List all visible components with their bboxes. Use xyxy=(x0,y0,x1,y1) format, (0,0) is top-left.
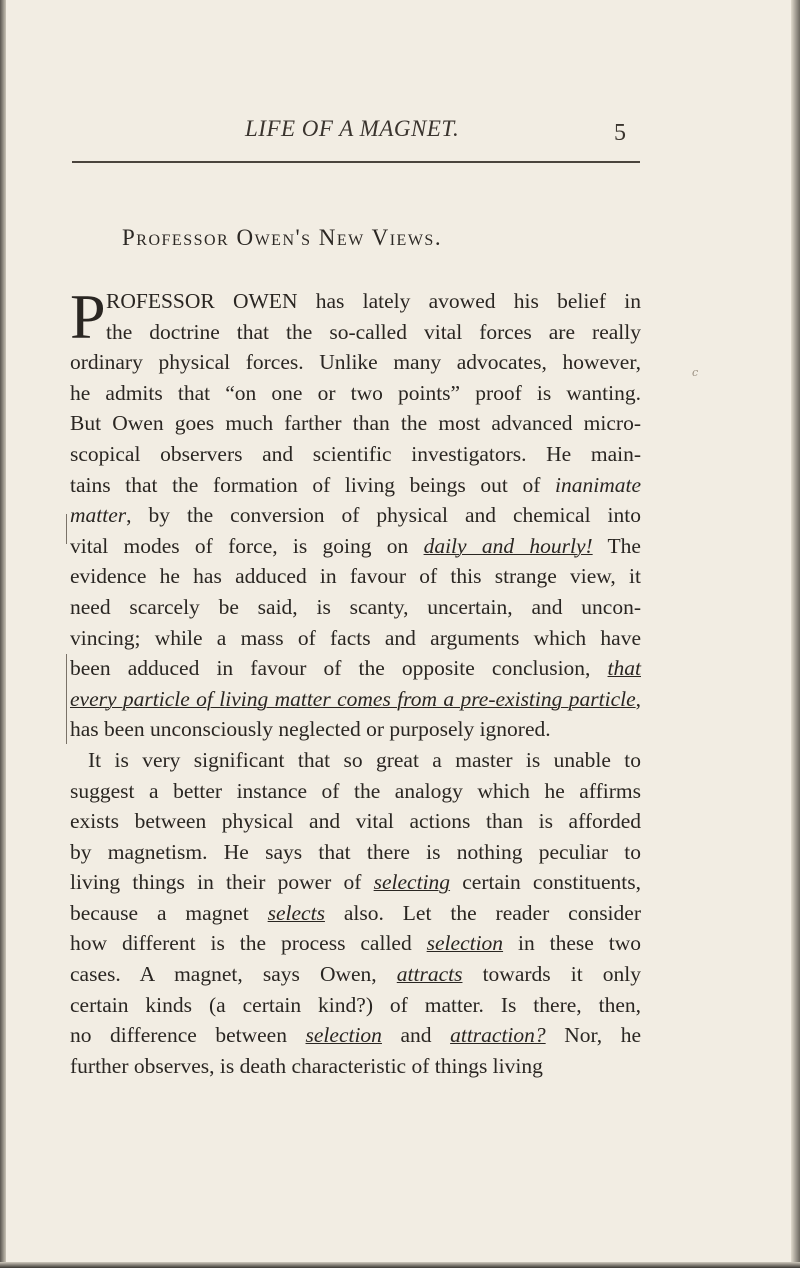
emphasis: attracts xyxy=(396,962,463,987)
text-line: exists between physical and vital actions than is afforded xyxy=(70,809,641,834)
emphasis: attraction? xyxy=(450,1023,546,1048)
page-right-edge xyxy=(791,0,800,1268)
header-rule xyxy=(72,161,640,163)
text-line: But Owen goes much farther than the most advanced micro- xyxy=(70,411,641,436)
emphasis: that xyxy=(607,656,641,681)
margin-annotation: c xyxy=(692,366,699,379)
text-line: cases. A magnet, says Owen, attracts towards it only xyxy=(70,962,641,987)
text-line: It is very significant that so great a master is unable to xyxy=(88,747,641,772)
emphasis: selection xyxy=(426,931,504,956)
body-text xyxy=(70,281,641,1081)
text-line: by magnetism. He says that there is nothing peculiar to xyxy=(70,839,641,864)
text-line: vincing; while a mass of facts and arguments which have xyxy=(70,625,641,650)
text-line: been adduced in favour of the opposite conclusion, that xyxy=(70,656,641,681)
text-line: he admits that “on one or two points” proof is wanting. xyxy=(70,380,641,405)
text-line: need scarcely be said, is scanty, uncertain, and uncon- xyxy=(70,594,641,619)
margin-mark xyxy=(66,514,67,544)
text-line: the doctrine that the so-called vital forces are really xyxy=(106,319,641,344)
text-line: every particle of living matter comes from a pre-existing particle, xyxy=(70,686,641,711)
text-line: ROFESSOR OWEN has lately avowed his belief in xyxy=(106,289,641,313)
text-line: has been unconsciously neglected or purposely ignored. xyxy=(70,717,551,742)
emphasis: selects xyxy=(267,900,325,925)
text-line: matter, by the conversion of physical and chemical into xyxy=(70,503,641,528)
text-line: no difference between selection and attraction? Nor, he xyxy=(70,1023,641,1048)
emphasis: selecting xyxy=(373,870,451,895)
emphasis: inanimate xyxy=(555,472,641,497)
text-line: certain kinds (a certain kind?) of matter. Is there, then, xyxy=(70,992,641,1017)
text-line: living things in their power of selecting certain constituents, xyxy=(70,870,641,895)
emphasis: matter xyxy=(70,503,127,528)
text-line: tains that the formation of living beings out of inanimate xyxy=(70,472,641,497)
paragraph-1 xyxy=(70,281,641,745)
paragraph-2 xyxy=(70,745,641,1082)
text-line: suggest a better instance of the analogy which he affirms xyxy=(70,778,641,803)
text-line: further observes, is death characteristic of things living xyxy=(70,1053,543,1078)
emphasis: every particle of living matter comes from a pre-existing particle xyxy=(70,686,636,711)
page-number: 5 xyxy=(614,120,626,146)
text-line: how different is the process called selection in these two xyxy=(70,931,641,956)
emphasis: daily and hourly! xyxy=(423,533,593,558)
drop-cap: P xyxy=(70,281,106,352)
text-line: because a magnet selects also. Let the reader consider xyxy=(70,900,641,925)
section-title: Professor Owen's New Views. xyxy=(122,225,443,250)
text-line: ordinary physical forces. Unlike many advocates, however, xyxy=(70,350,641,375)
emphasis: selection xyxy=(305,1023,382,1048)
text-line: vital modes of force, is going on daily and hourly! The xyxy=(70,533,641,558)
page-bottom-edge xyxy=(0,1262,800,1268)
text-line: scopical observers and scientific investigators. He main- xyxy=(70,441,641,466)
running-head: LIFE OF A MAGNET. xyxy=(245,116,460,141)
text-line: evidence he has adduced in favour of this strange view, it xyxy=(70,564,641,589)
page-left-edge xyxy=(0,0,6,1268)
margin-mark xyxy=(66,654,67,744)
